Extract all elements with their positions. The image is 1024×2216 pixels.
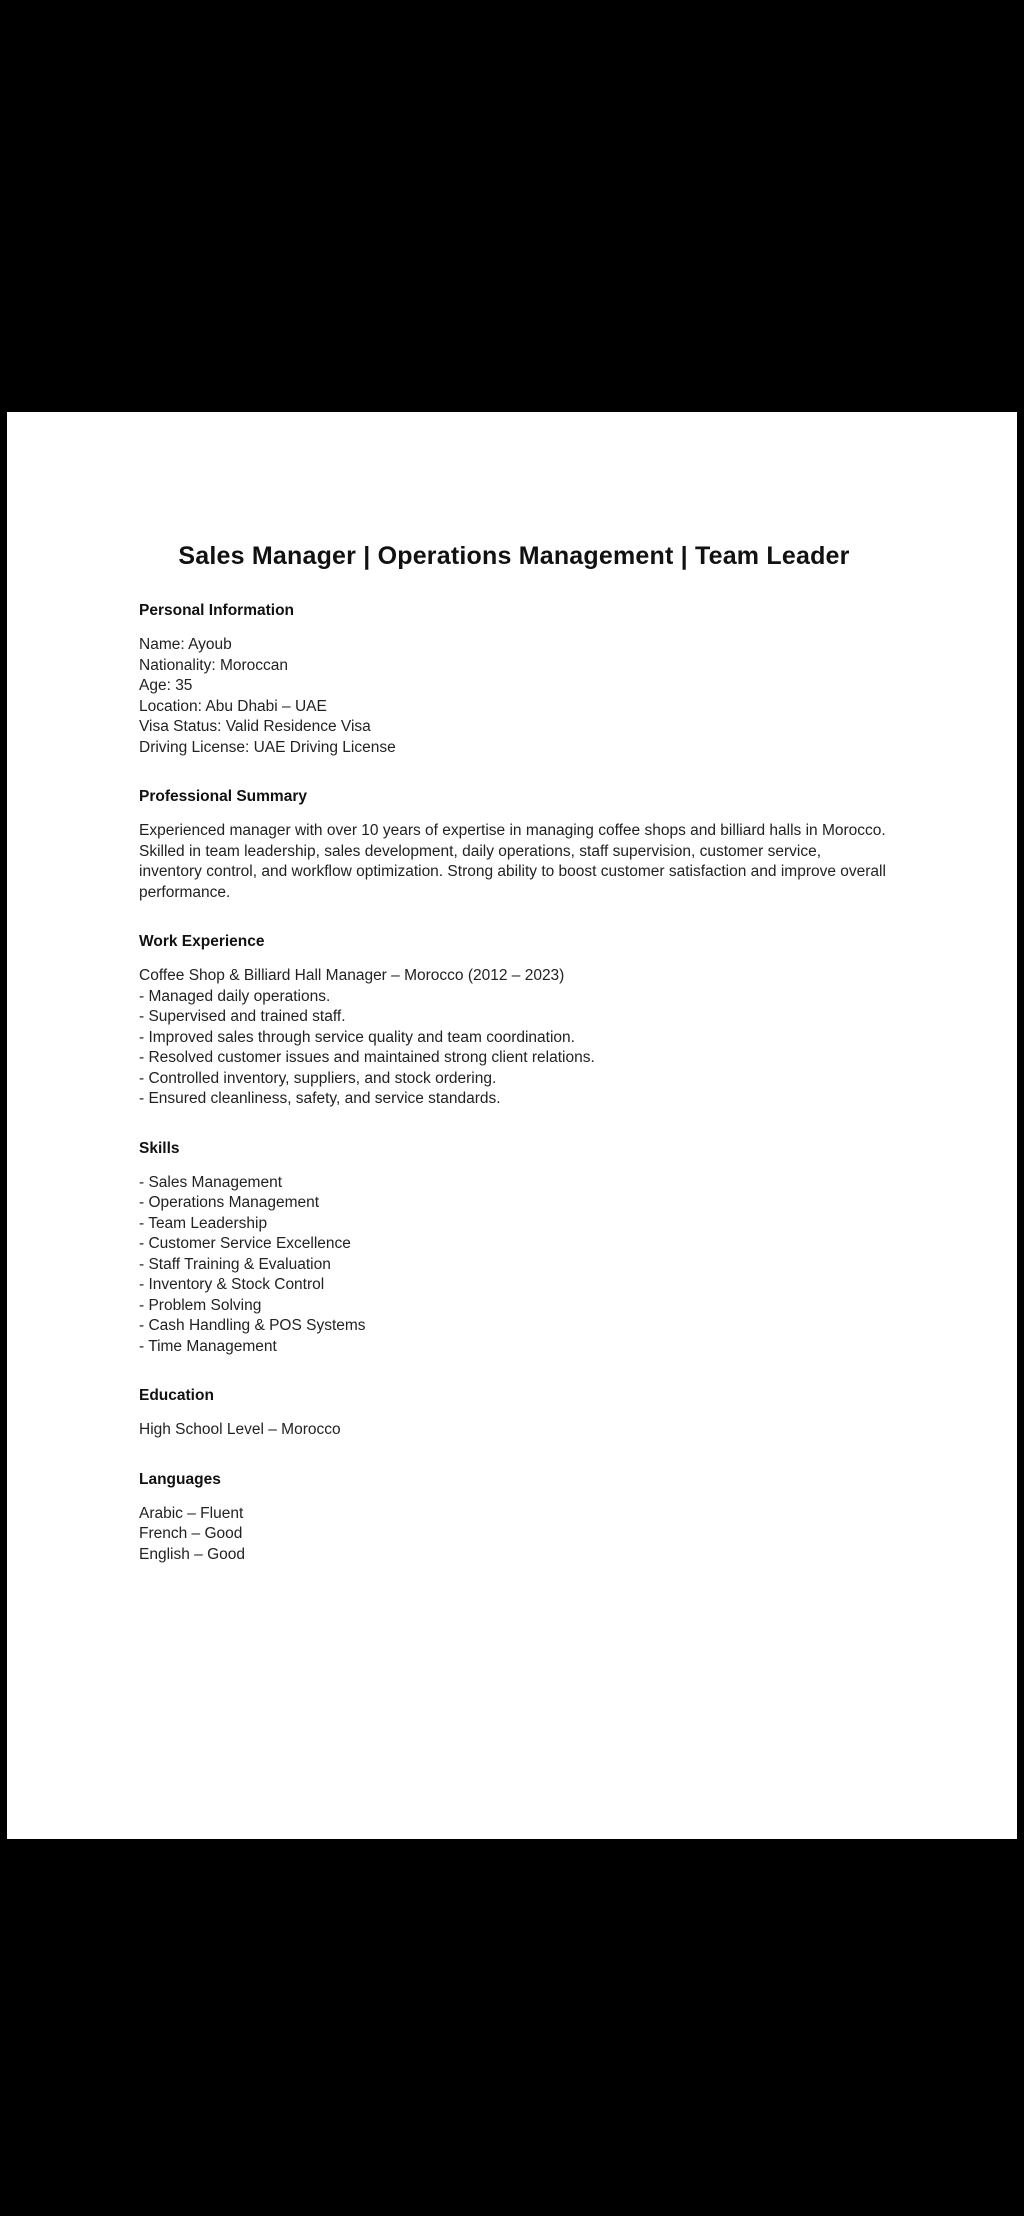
experience-bullet: - Improved sales through service quality and team coordination. <box>139 1028 575 1046</box>
section-heading-personal: Personal Information <box>139 602 295 619</box>
skill-item: - Problem Solving <box>139 1296 262 1314</box>
resume-title: Sales Manager | Operations Management | Team Leader <box>178 542 850 570</box>
summary-paragraph: Experienced manager with over 10 years of expertise in managing coffee shops and billiard halls in Morocco. Skilled in team leadership, sales development, daily operations, staff supervision, customer service, inventory control, and workflow optimization. Strong ability to boost customer satisfaction and improve overall performance. <box>139 822 886 901</box>
section-languages <box>139 1471 889 1566</box>
skill-item: - Staff Training & Evaluation <box>139 1255 331 1273</box>
experience-bullet: - Ensured cleanliness, safety, and service standards. <box>139 1090 501 1107</box>
section-skills <box>139 1140 889 1358</box>
experience-bullet: - Controlled inventory, suppliers, and stock ordering. <box>139 1069 497 1087</box>
language-item: Arabic – Fluent <box>139 1504 244 1522</box>
skill-item: - Team Leadership <box>139 1214 268 1232</box>
section-heading-languages: Languages <box>139 1470 221 1488</box>
personal-name-line: Name: Ayoub <box>139 636 232 653</box>
personal-age-line: Age: 35 <box>139 677 193 694</box>
section-heading-education: Education <box>139 1387 214 1404</box>
section-heading-summary: Professional Summary <box>139 788 307 805</box>
document-page <box>7 412 1017 1839</box>
section-heading-skills: Skills <box>139 1139 180 1157</box>
experience-role-line: Coffee Shop & Billiard Hall Manager – Morocco (2012 – 2023) <box>139 967 565 984</box>
section-education <box>139 1387 889 1441</box>
experience-bullet: - Resolved customer issues and maintained strong client relations. <box>139 1049 595 1066</box>
personal-visa-line: Visa Status: Valid Residence Visa <box>139 718 371 735</box>
skill-item: - Cash Handling & POS Systems <box>139 1317 366 1334</box>
personal-license-line: Driving License: UAE Driving License <box>139 738 396 756</box>
personal-location-line: Location: Abu Dhabi – UAE <box>139 697 327 715</box>
section-work-experience <box>139 933 889 1110</box>
skill-item: - Sales Management <box>139 1173 283 1191</box>
section-heading-experience: Work Experience <box>139 933 265 950</box>
skill-item: - Customer Service Excellence <box>139 1235 351 1252</box>
skill-item: - Time Management <box>139 1337 277 1355</box>
section-professional-summary <box>139 788 889 903</box>
section-personal-information <box>139 602 889 758</box>
education-line: High School Level – Morocco <box>139 1421 341 1438</box>
language-item: English – Good <box>139 1545 245 1563</box>
experience-bullet: - Managed daily operations. <box>139 987 331 1005</box>
document-content <box>7 412 1017 1565</box>
experience-bullet: - Supervised and trained staff. <box>139 1008 346 1025</box>
personal-nationality-line: Nationality: Moroccan <box>139 656 289 674</box>
language-item: French – Good <box>139 1525 243 1542</box>
skill-item: - Inventory & Stock Control <box>139 1276 325 1293</box>
skill-item: - Operations Management <box>139 1194 320 1211</box>
